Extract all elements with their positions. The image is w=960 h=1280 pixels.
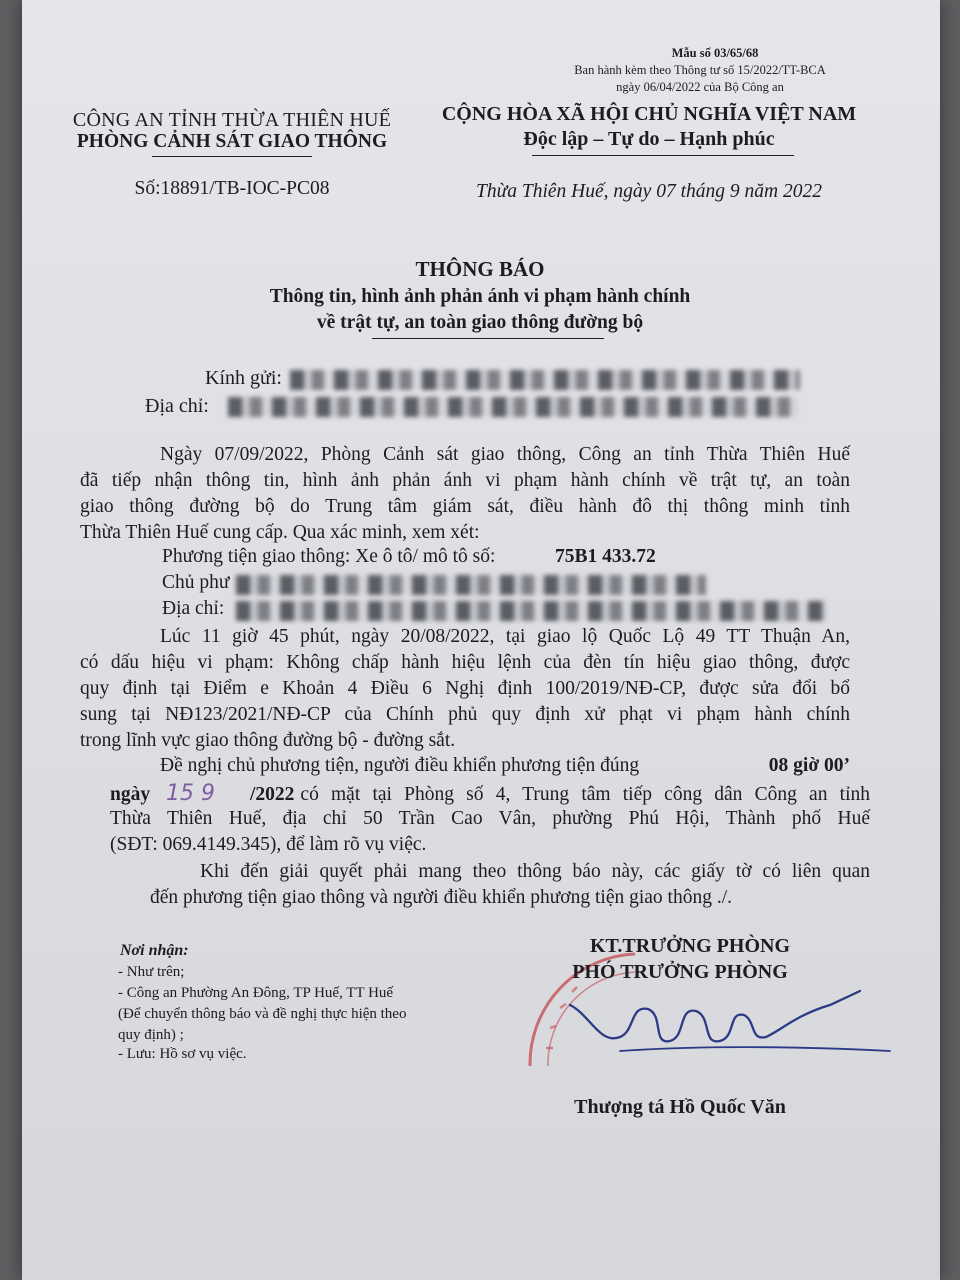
owner-address-redacted [236, 601, 826, 621]
request-line-2 [110, 781, 870, 806]
recipient-redacted [290, 370, 800, 390]
bring-line-1: Khi đến giải quyết phải mang theo thông báo này, các giấy tờ có liên quan [200, 861, 870, 882]
form-regulation-line1: Ban hành kèm theo Thông tư số 15/2022/TT-BCA [574, 63, 826, 77]
request-day-label: ngày [110, 784, 151, 805]
intro-line-3: giao thông đường bộ do Trung tâm giám sát, điều hành đô thị thông minh tỉnh [80, 496, 850, 517]
recipient-address-label: Địa chỉ: [145, 395, 209, 417]
national-title: CỘNG HÒA XÃ HỘI CHỦ NGHĨA VIỆT NAM [441, 103, 857, 125]
intro-line-2: đã tiếp nhận thông tin, hình ảnh phản ánh vi phạm hành chính về trật tự, an toàn [80, 470, 850, 491]
owner-redacted [236, 575, 706, 595]
violation-line-2: có dấu hiệu vi phạm: Không chấp hành hiệu lệnh của đèn tín hiệu giao thông, được [80, 652, 850, 673]
request-line-4: (SĐT: 069.4149.345), để làm rõ vụ việc. [110, 834, 427, 855]
subtitle-underline [372, 338, 604, 339]
recipient-address-redacted [228, 397, 798, 417]
form-regulation-line2: ngày 06/04/2022 của Bộ Công an [616, 80, 784, 94]
signature-title-line2: PHÓ TRƯỞNG PHÒNG [572, 961, 788, 983]
document-number: Số:18891/TB-IOC-PC08 [134, 178, 330, 199]
recipients-item-5: - Lưu: Hồ sơ vụ việc. [118, 1046, 247, 1062]
recipient-label: Kính gửi: [205, 367, 282, 389]
bring-line-2: đến phương tiện giao thông và người điều khiển phương tiện giao thông ./. [150, 887, 733, 908]
vehicle-label: Phương tiện giao thông: Xe ô tô/ mô tô số: [162, 546, 496, 567]
violation-line-5: trong lĩnh vực giao thông đường bộ - đường sắt. [80, 730, 456, 751]
issuing-agency: CÔNG AN TỈNH THỪA THIÊN HUẾ [72, 109, 392, 131]
violation-line-3: quy định tại Điểm e Khoản 4 Điều 6 Nghị định 100/2019/NĐ-CP, được sửa đổi bổ [80, 678, 850, 699]
paragraph-intro [80, 442, 850, 546]
form-code: Mẫu số 03/65/68 [671, 46, 759, 60]
place-and-date: Thừa Thiên Huế, ngày 07 tháng 9 năm 2022 [476, 181, 822, 202]
request-line-1 [160, 755, 850, 777]
violation-line-1: Lúc 11 giờ 45 phút, ngày 20/08/2022, tại giao lộ Quốc Lộ 49 TT Thuận An, [160, 626, 850, 647]
owner-address-label: Địa chỉ: [162, 598, 225, 619]
paragraph-bring-documents [150, 859, 870, 911]
recipients-item-4: quy định) ; [118, 1027, 184, 1043]
issuing-department: PHÒNG CẢNH SÁT GIAO THÔNG [76, 131, 388, 152]
signature-title-line1: KT.TRƯỞNG PHÒNG [590, 935, 790, 957]
request-location: có mặt tại Phòng số 4, Trung tâm tiếp công dân Công an tỉnh [300, 784, 870, 805]
paragraph-violation [80, 624, 850, 754]
recipients-heading: Nơi nhận: [120, 942, 189, 959]
intro-line-4: Thừa Thiên Huế cung cấp. Qua xác minh, xem xét: [80, 522, 480, 543]
signer-name: Thượng tá Hồ Quốc Văn [574, 1096, 786, 1118]
violation-line-4: sung tại NĐ123/2021/NĐ-CP của Chính phủ quy định xử phạt vi phạm hành chính [80, 704, 850, 725]
department-underline [152, 156, 312, 157]
recipients-item-2: - Công an Phường An Đông, TP Huế, TT Huế [118, 985, 394, 1001]
handwritten-date: 15 9 [166, 781, 215, 806]
request-line-3: Thừa Thiên Huế, địa chỉ 50 Trần Cao Vân, phường Phú Hội, Thành phố Huế [110, 808, 870, 829]
request-text: Đề nghị chủ phương tiện, người điều khiển phương tiện đúng [160, 755, 640, 776]
paragraph-request [110, 806, 870, 858]
national-motto: Độc lập – Tự do – Hạnh phúc [523, 128, 775, 150]
document-subtitle-line1: Thông tin, hình ảnh phản ánh vi phạm hành chính [269, 286, 691, 307]
motto-underline [532, 155, 794, 156]
document-subtitle-line2: về trật tự, an toàn giao thông đường bộ [316, 312, 644, 333]
document-title: THÔNG BÁO [415, 257, 545, 281]
intro-line-1: Ngày 07/09/2022, Phòng Cảnh sát giao thông, Công an tỉnh Thừa Thiên Huế [160, 444, 850, 465]
request-time: 08 giờ 00’ [768, 755, 850, 776]
recipients-item-1: - Như trên; [118, 964, 185, 980]
request-year: /2022 [250, 784, 295, 805]
signature-mark [560, 975, 900, 1065]
owner-label: Chủ phư [162, 572, 230, 593]
vehicle-plate: 75B1 433.72 [555, 546, 656, 567]
recipients-item-3: (Để chuyển thông báo và đề nghị thực hiện theo [118, 1006, 407, 1022]
